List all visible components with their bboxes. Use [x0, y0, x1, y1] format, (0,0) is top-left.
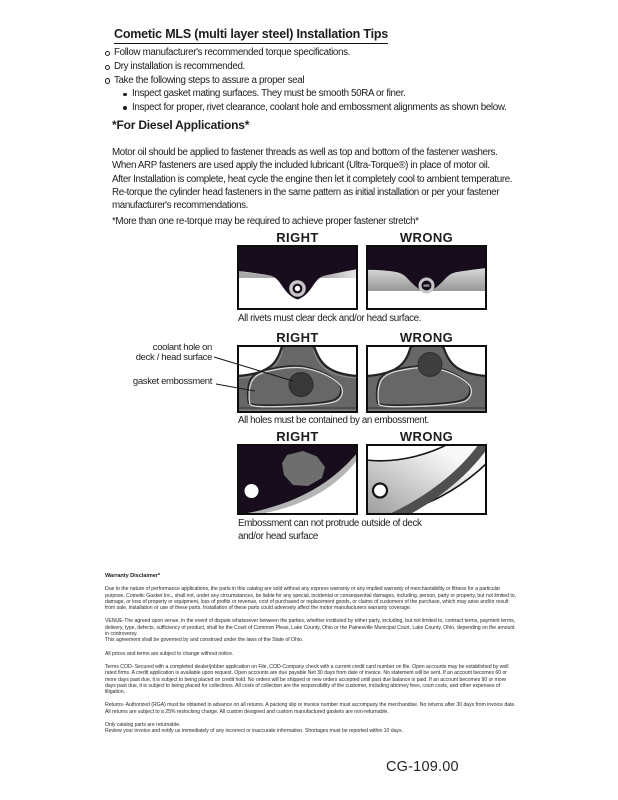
warranty-paragraph: Returns- Authorized (RGA) must be obtained in advance on all returns. A packing slip or invoice number must accompany the merchandise. No returns after 30 days from invoice date. All returns are subject to a 25% restocking charge. All custom designed and custom manufactured gaskets are non-returnable. [105, 702, 516, 715]
rivet-right-diagram [237, 245, 358, 310]
embossment-caption: All holes must be contained by an embossment. [238, 415, 429, 426]
protrusion-caption: Embossment can not protrude outside of deck and/or head surface [238, 518, 422, 542]
page-code: CG-109.00 [386, 759, 459, 775]
list-item: Take the following steps to assure a proper seal [105, 74, 525, 88]
warranty-paragraph: Terms COD- Secured with a completed dealer/jobber application on File, COD-Company check with a current credit card number on file. Open accounts may be established by well rated firms. A credit application is available upon request. Open accounts are due payable Net 30 days from date of invoice. No statement will be sent. If an account becomes 60 or more days past due, it is subject to being placed on credit hold. No orders will be shipped or new orders accepted until past due balance is paid. If an account becomes 90 or more days past due, it is subject to being placed for collections. All costs of collection are the responsibility of the customer, including attorney fees, court costs, and other expenses of litigation. [105, 663, 509, 696]
embossment-within-deck-icon [237, 444, 358, 515]
diesel-paragraph-2: After Installation is complete, heat cycle the engine then let it completely cool to ambient temperature. Re-torque the cylinder head fasteners in the same pattern as initial installation or per your fastener manufacturer's recommendations. [112, 173, 513, 211]
coolant-hole-annotation: coolant hole on deck / head surface [135, 342, 212, 363]
warranty-paragraph: All prices and terms are subject to change without notice. [105, 650, 234, 657]
diesel-paragraph-1: Motor oil should be applied to fastener threads as well as top and bottom of the fastener washers. When ARP fasteners are used apply the included lubricant (Ultra-Torque®) in place of motor oil. [112, 146, 498, 171]
warranty-paragraph: VENUE-The agreed upon venue, in the event of dispute whatsoever between the parties, whether instituted by either party, including, but not limited to, contract terms, payment terms, delivery, type, defects, sufficiency of product, shall be the Court of Common Pleas, Lake County, Ohio or the Painesville Municipal Court, Lake County, Ohio, depending on the amount in controversy. [105, 618, 516, 638]
warranty-disclaimer [105, 573, 517, 742]
embossment-wrong-diagram [366, 345, 487, 413]
diesel-applications-heading: *For Diesel Applications* [112, 118, 250, 132]
warranty-paragraph: Only catalog parts are returnable. [105, 722, 181, 729]
embossment-protruding-icon [366, 444, 487, 515]
rivet-touching-deck-icon [366, 245, 487, 310]
warranty-paragraph: Review your invoice and notify us immediately of any incorrect or inaccurate information. Shortages must be reported within 10 days. [105, 728, 403, 735]
hole-inside-embossment-icon [237, 345, 358, 413]
protrusion-wrong-diagram [366, 444, 487, 515]
right-label: RIGHT [276, 330, 319, 345]
list-item: Dry installation is recommended. [105, 60, 525, 74]
wrong-label: WRONG [399, 429, 454, 444]
warranty-heading: Warranty Disclaimer* [105, 573, 161, 579]
warranty-paragraph: Due to the nature of performance applications, the parts in this catalog are sold without any express warranty or any implied warranty of merchantability or fitness for a particular purpose. Cometic Gasket Inc., shall not, under any circumstances, be liable for any special, incidental or consequential damages, including, person, party or property, but not limited to, damage, or loss of property or equipment, loss of profits or revenue, cost of purchased or replacement goods, or claims of customers of the purchase, which may arise and/or result from sale, installation or use of these parts. Installation of these parts could adversely affect the motor manufacturers warranty coverage. [105, 586, 516, 612]
list-item: Inspect for proper, rivet clearance, coolant hole and embossment alignments as shown below. [123, 101, 525, 115]
page-title: Cometic MLS (multi layer steel) Installation Tips [114, 27, 388, 44]
installation-tips-list [105, 46, 525, 115]
gasket-embossment-annotation: gasket embossment [132, 376, 212, 387]
rivet-wrong-diagram [366, 245, 487, 310]
embossment-right-diagram [237, 345, 358, 413]
wrong-label: WRONG [399, 330, 454, 345]
warranty-paragraph: This agreement shall be governed by and construed under the laws of the State of Ohio. [105, 637, 304, 644]
retorque-note: *More than one re-torque may be required to achieve proper fastener stretch* [112, 215, 419, 227]
list-item: Follow manufacturer's recommended torque specifications. [105, 46, 525, 60]
rivet-clear-deck-icon [237, 245, 358, 310]
hole-outside-embossment-icon [366, 345, 487, 413]
right-label: RIGHT [276, 230, 319, 245]
rivet-caption: All rivets must clear deck and/or head surface. [238, 313, 422, 324]
wrong-label: WRONG [399, 230, 454, 245]
right-label: RIGHT [276, 429, 319, 444]
protrusion-right-diagram [237, 444, 358, 515]
list-item: Inspect gasket mating surfaces. They must be smooth 50RA or finer. [123, 87, 525, 101]
